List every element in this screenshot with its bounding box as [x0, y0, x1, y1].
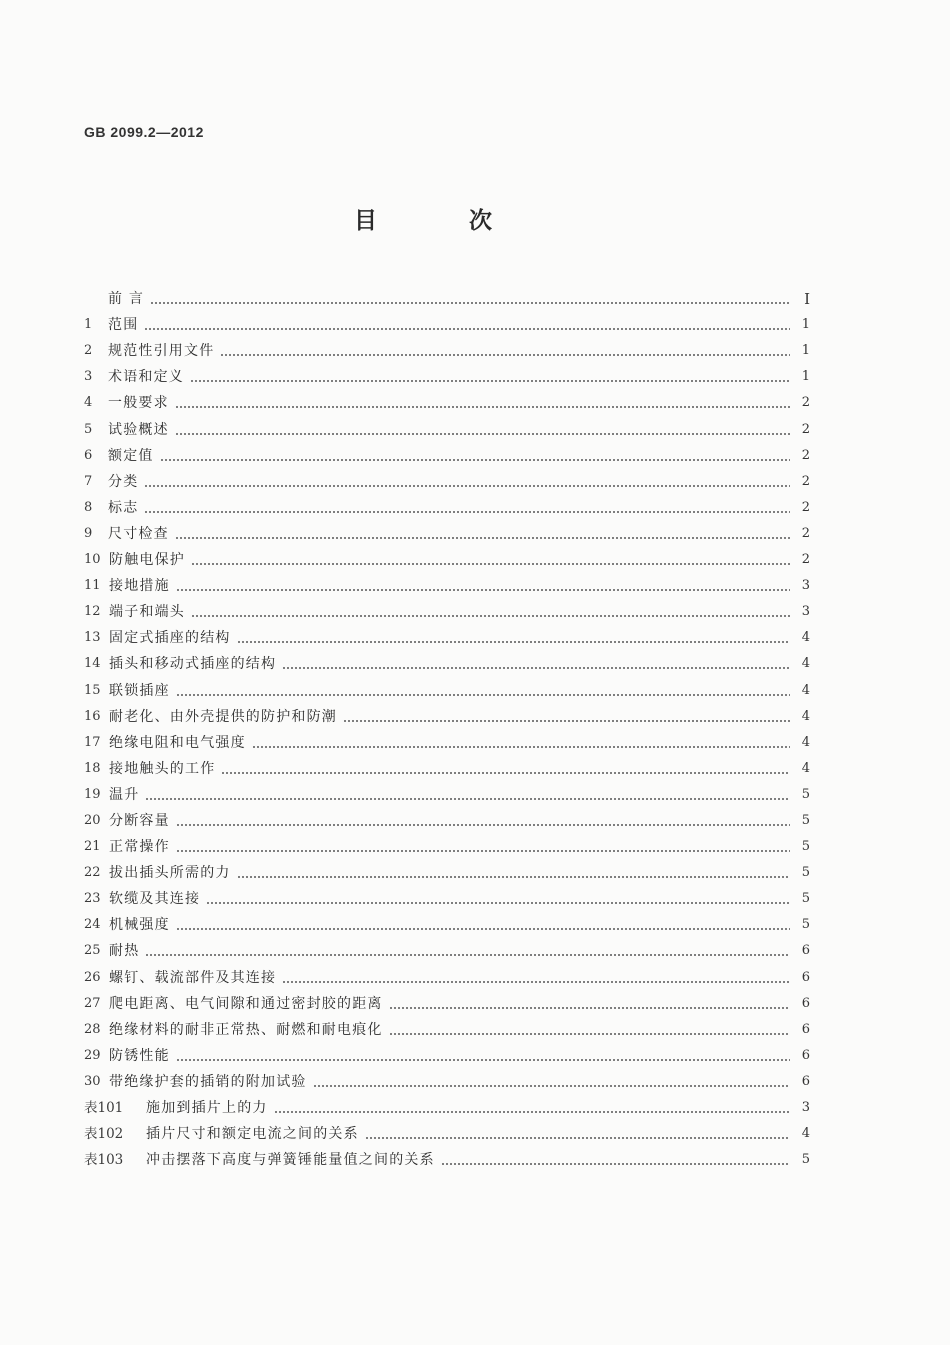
toc-entry-page: 4 — [801, 1126, 810, 1142]
toc-entry[interactable] — [84, 386, 810, 412]
toc-entry[interactable] — [84, 491, 810, 517]
toc-entry[interactable] — [84, 804, 810, 830]
dot-leader — [365, 1137, 790, 1139]
toc-entry-number: 2 — [84, 343, 93, 359]
dot-leader — [282, 667, 790, 669]
toc-entry-page: 2 — [801, 552, 810, 568]
toc-entry-page: 3 — [801, 1100, 810, 1115]
toc-entry-label: 分类 — [108, 473, 139, 490]
toc-entry-page: 5 — [801, 786, 810, 802]
toc-entry-label: 耐老化、由外壳提供的防护和防潮 — [109, 708, 337, 725]
toc-entry-label: 一般要求 — [108, 395, 169, 412]
toc-entry-label: 固定式插座的结构 — [109, 630, 231, 647]
toc-entry-number: 1 — [84, 317, 93, 333]
toc-entry-label: 带绝缘护套的插销的附加试验 — [109, 1073, 307, 1090]
toc-entry-number: 6 — [84, 447, 93, 463]
toc-entry[interactable] — [84, 1065, 810, 1091]
toc-entry[interactable] — [84, 517, 810, 543]
dot-leader — [389, 1007, 790, 1009]
toc-entry-number: 10 — [84, 552, 101, 568]
toc-entry-number: 22 — [84, 865, 101, 881]
toc-entry-page: 5 — [801, 812, 810, 828]
toc-entry[interactable] — [84, 647, 810, 673]
toc-entry[interactable] — [84, 987, 810, 1013]
toc-entry[interactable] — [84, 595, 810, 621]
dot-leader — [389, 1033, 790, 1035]
toc-entry-page: 4 — [801, 708, 810, 724]
toc-entry-page: 4 — [801, 760, 810, 776]
toc-entry-page: 4 — [801, 630, 810, 646]
dot-leader — [175, 406, 790, 408]
dot-leader — [206, 902, 790, 904]
toc-entry[interactable] — [84, 282, 810, 308]
toc-entry-label: 前 言 — [108, 291, 145, 308]
toc-entry[interactable] — [84, 1091, 810, 1117]
toc-entry-page: 2 — [801, 473, 810, 489]
toc-entry-page: 2 — [801, 525, 810, 541]
toc-entry-page: 5 — [801, 917, 810, 933]
dot-leader — [191, 615, 790, 617]
toc-entry-label: 绝缘材料的耐非正常热、耐燃和耐电痕化 — [109, 1021, 383, 1038]
toc-entry-number: 7 — [84, 473, 93, 489]
toc-entry-label: 防锈性能 — [109, 1047, 170, 1064]
toc-entry-number: 28 — [84, 1021, 101, 1037]
toc-entry-number: 5 — [84, 421, 93, 437]
toc-entry-page: 6 — [801, 995, 810, 1011]
dot-leader — [144, 511, 790, 513]
toc-entry-page: 5 — [801, 891, 810, 907]
dot-leader — [160, 459, 790, 461]
toc-entry-page: 2 — [801, 395, 810, 411]
toc-entry-label: 螺钉、载流部件及其连接 — [109, 969, 277, 986]
toc-entry[interactable] — [84, 308, 810, 334]
toc-entry-number: 18 — [84, 760, 101, 776]
toc-entry-page: 1 — [801, 317, 810, 333]
toc-entry[interactable] — [84, 752, 810, 778]
toc-entry-page: 5 — [801, 865, 810, 881]
dot-leader — [190, 380, 790, 382]
toc-entry[interactable] — [84, 908, 810, 934]
toc-entry-number: 16 — [84, 708, 101, 724]
toc-entry-page: 4 — [801, 656, 810, 672]
toc-entry-number: 表102 — [84, 1126, 124, 1143]
toc-entry-number: 9 — [84, 525, 93, 541]
dot-leader — [175, 433, 790, 435]
toc-entry-number: 3 — [84, 369, 93, 385]
toc-entry-page: 6 — [801, 1047, 810, 1063]
toc-entry-number: 17 — [84, 734, 101, 750]
dot-leader — [274, 1111, 790, 1113]
toc-entry-number: 20 — [84, 812, 101, 828]
toc-entry-label: 端子和端头 — [109, 604, 185, 621]
dot-leader — [150, 302, 790, 304]
toc-entry[interactable] — [84, 1013, 810, 1039]
dot-leader — [441, 1163, 790, 1165]
toc-entry-label: 尺寸检查 — [108, 525, 169, 542]
dot-leader — [237, 641, 790, 643]
toc-entry-label: 耐热 — [109, 943, 140, 960]
toc-entry-label: 标志 — [108, 499, 139, 516]
toc-entry-number: 表101 — [84, 1100, 124, 1116]
toc-entry-label: 试验概述 — [108, 421, 169, 438]
toc-entry-number: 26 — [84, 969, 101, 985]
toc-entry-label: 额定值 — [108, 447, 154, 464]
toc-entry-number: 8 — [84, 499, 93, 515]
toc-entry-label: 接地措施 — [109, 578, 170, 595]
toc-entry-label: 分断容量 — [109, 812, 170, 829]
dot-leader — [220, 354, 790, 356]
toc-entry[interactable] — [84, 412, 810, 438]
toc-entry[interactable] — [84, 700, 810, 726]
toc-entry-number: 30 — [84, 1073, 101, 1089]
toc-entry-label: 冲击摆落下高度与弹簧锤能量值之间的关系 — [146, 1152, 435, 1169]
toc-entry[interactable] — [84, 1117, 810, 1143]
dot-leader — [176, 824, 790, 826]
toc-entry-number: 11 — [84, 578, 101, 594]
toc-entry-label: 插片尺寸和额定电流之间的关系 — [146, 1126, 359, 1143]
toc-entry[interactable] — [84, 621, 810, 647]
toc-entry-number: 4 — [84, 395, 93, 411]
toc-entry-label: 拔出插头所需的力 — [109, 865, 231, 882]
toc-entry[interactable] — [84, 830, 810, 856]
dot-leader — [221, 772, 790, 774]
dot-leader — [313, 1085, 790, 1087]
dot-leader — [282, 981, 790, 983]
dot-leader — [175, 537, 790, 539]
dot-leader — [343, 720, 790, 722]
toc-entry-label: 爬电距离、电气间隙和通过密封胶的距离 — [109, 995, 383, 1012]
toc-entry[interactable] — [84, 360, 810, 386]
dot-leader — [252, 746, 790, 748]
toc-entry-page: 3 — [801, 604, 810, 620]
dot-leader — [176, 694, 790, 696]
dot-leader — [237, 876, 790, 878]
toc-entry[interactable] — [84, 465, 810, 491]
toc-entry-page: 2 — [801, 447, 810, 463]
toc-entry-label: 正常操作 — [109, 839, 170, 856]
toc-entry[interactable] — [84, 856, 810, 882]
toc-entry-number: 21 — [84, 839, 101, 855]
toc-entry-label: 绝缘电阻和电气强度 — [109, 734, 246, 751]
toc-entry-page: 6 — [801, 969, 810, 985]
toc-entry-page: 4 — [801, 734, 810, 750]
toc-entry-page: 4 — [801, 682, 810, 698]
toc-entry-label: 软缆及其连接 — [109, 891, 201, 908]
toc-entry-number: 29 — [84, 1047, 101, 1063]
toc-entry-number: 14 — [84, 656, 101, 672]
dot-leader — [176, 928, 790, 930]
toc-entry-number: 27 — [84, 995, 101, 1011]
toc-entry[interactable] — [84, 934, 810, 960]
dot-leader — [176, 1059, 790, 1061]
toc-entry[interactable] — [84, 334, 810, 360]
toc-entry-number: 24 — [84, 917, 101, 933]
toc-entry[interactable] — [84, 960, 810, 986]
toc-entry-label: 施加到插片上的力 — [146, 1100, 268, 1116]
toc-entry[interactable] — [84, 882, 810, 908]
toc-entry-label: 范围 — [108, 317, 139, 334]
toc-entry-number: 23 — [84, 891, 101, 907]
toc-entry-label: 联锁插座 — [109, 682, 170, 699]
dot-leader — [144, 328, 790, 330]
toc-entry-label: 机械强度 — [109, 917, 170, 934]
toc-entry[interactable] — [84, 673, 810, 699]
document-code: GB 2099.2—2012 — [84, 124, 204, 140]
toc-entry-page: 6 — [801, 1073, 810, 1089]
dot-leader — [191, 563, 790, 565]
dot-leader — [145, 954, 790, 956]
toc-entry-number: 表103 — [84, 1152, 124, 1169]
toc-entry-page: 5 — [801, 839, 810, 855]
toc-entry-page: 2 — [801, 499, 810, 515]
toc-entry[interactable] — [84, 1039, 810, 1065]
toc-entry-label: 接地触头的工作 — [109, 760, 216, 777]
toc-entry-number: 15 — [84, 682, 101, 698]
toc-entry-number: 25 — [84, 943, 101, 959]
toc-entry-page: 1 — [801, 369, 810, 385]
toc-entry-page: 3 — [801, 578, 810, 594]
toc-entry-number: 19 — [84, 786, 101, 802]
toc-entry-number: 12 — [84, 604, 101, 620]
toc-entry[interactable] — [84, 543, 810, 569]
toc-entry-page: 2 — [801, 421, 810, 437]
toc-entry-page: 6 — [801, 943, 810, 959]
toc-entry-label: 规范性引用文件 — [108, 343, 215, 360]
toc-entry-number: 13 — [84, 630, 101, 646]
toc-entry-page: 1 — [801, 343, 810, 359]
table-of-contents — [84, 282, 810, 1169]
toc-entry-label: 温升 — [109, 786, 140, 803]
toc-entry-page: I — [804, 290, 810, 309]
toc-entry[interactable] — [84, 726, 810, 752]
toc-entry-page: 6 — [801, 1021, 810, 1037]
dot-leader — [145, 798, 790, 800]
dot-leader — [176, 589, 790, 591]
dot-leader — [144, 485, 790, 487]
toc-entry[interactable] — [84, 778, 810, 804]
toc-entry-label: 插头和移动式插座的结构 — [109, 656, 277, 673]
toc-entry-label: 术语和定义 — [108, 369, 184, 386]
toc-entry[interactable] — [84, 569, 810, 595]
dot-leader — [176, 850, 790, 852]
toc-entry-label: 防触电保护 — [109, 552, 185, 569]
toc-entry-page: 5 — [801, 1152, 810, 1168]
toc-entry[interactable] — [84, 439, 810, 465]
toc-entry[interactable] — [84, 1143, 810, 1169]
page-title: 目 次 — [353, 208, 534, 234]
